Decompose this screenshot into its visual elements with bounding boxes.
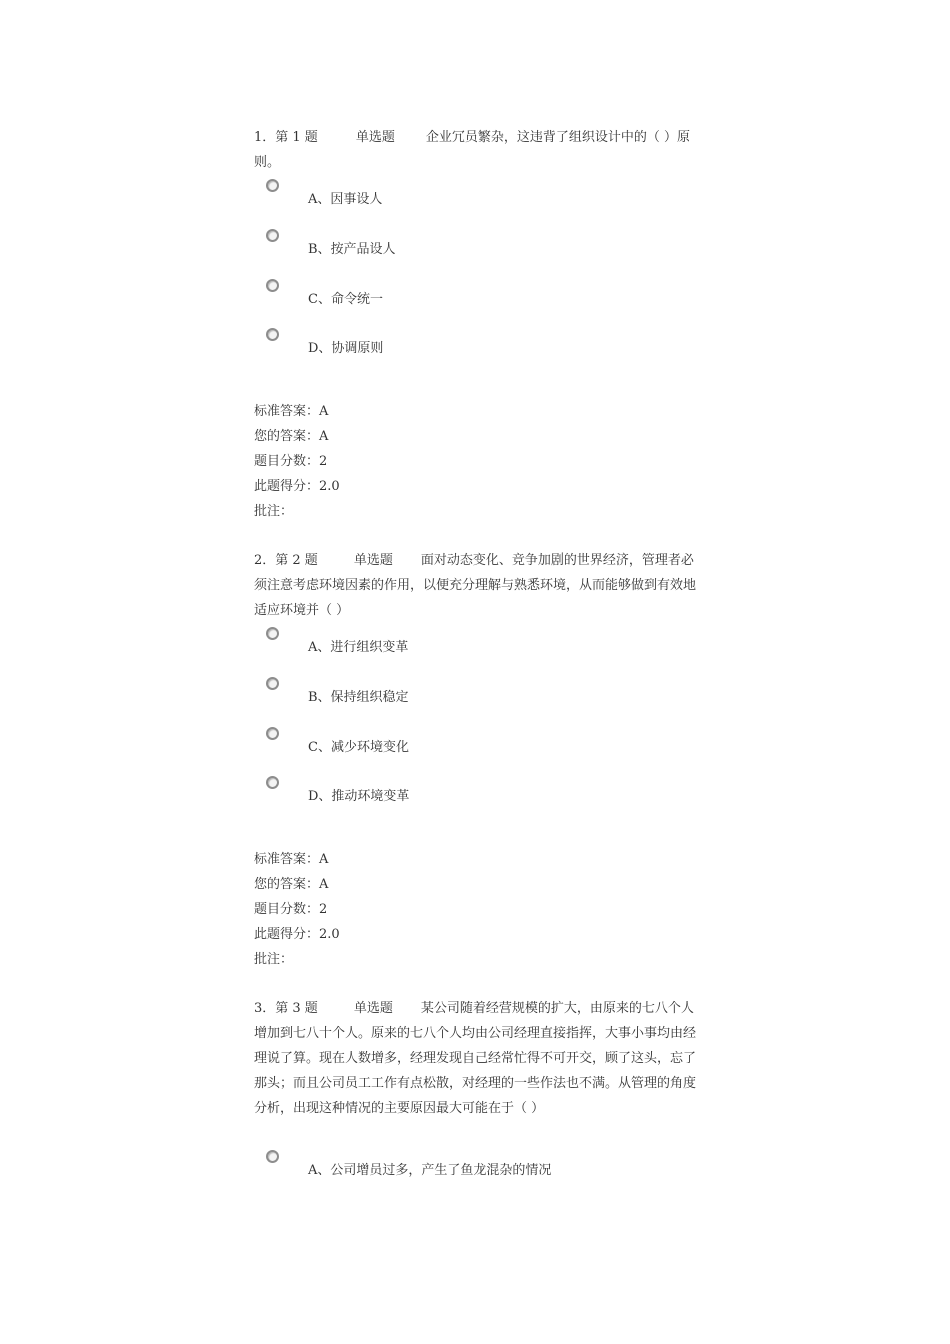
radio-q2-b[interactable] — [266, 677, 279, 690]
radio-q3-a[interactable] — [266, 1150, 279, 1163]
earned-score: 此题得分：2.0 — [254, 927, 340, 942]
question-2-result — [254, 847, 340, 972]
radio-q2-a[interactable] — [266, 627, 279, 640]
question-type: 单选题 — [353, 1001, 393, 1016]
standard-answer: 标准答案：A — [254, 852, 329, 867]
radio-q2-d[interactable] — [266, 776, 279, 789]
question-stem: 面对动态变化、竞争加剧的世界经济，管理者必须注意考虑环境因素的作用，以便充分理解与熟悉环境，从而能够做到有效地适应环境并（ ） — [254, 553, 697, 618]
question-type: 单选题 — [355, 130, 395, 145]
comment: 批注： — [254, 504, 294, 519]
radio-q1-a[interactable] — [266, 179, 279, 192]
option-q1-a[interactable]: A、因事设人 — [308, 192, 383, 207]
radio-q1-c[interactable] — [266, 279, 279, 292]
option-q1-c[interactable]: C、命令统一 — [308, 292, 383, 307]
option-q2-b[interactable]: B、保持组织稳定 — [308, 690, 409, 705]
question-1-text — [254, 125, 704, 175]
your-answer: 您的答案：A — [254, 877, 329, 892]
question-score: 题目分数：2 — [254, 902, 328, 917]
comment: 批注： — [254, 952, 294, 967]
question-number: 1．第 1 题 — [254, 130, 318, 145]
your-answer: 您的答案：A — [254, 429, 329, 444]
option-q1-d[interactable]: D、协调原则 — [308, 341, 384, 356]
question-number: 3．第 3 题 — [254, 1001, 318, 1016]
question-2-text — [254, 548, 704, 623]
option-q3-a[interactable]: A、公司增员过多，产生了鱼龙混杂的情况 — [308, 1163, 552, 1178]
standard-answer: 标准答案：A — [254, 404, 329, 419]
option-q1-b[interactable]: B、按产品设人 — [308, 242, 396, 257]
radio-q2-c[interactable] — [266, 727, 279, 740]
question-score: 题目分数：2 — [254, 454, 328, 469]
radio-q1-b[interactable] — [266, 229, 279, 242]
question-type: 单选题 — [353, 553, 393, 568]
option-q2-d[interactable]: D、推动环境变革 — [308, 789, 410, 804]
question-number: 2．第 2 题 — [254, 553, 318, 568]
option-q2-c[interactable]: C、减少环境变化 — [308, 740, 409, 755]
option-q2-a[interactable]: A、进行组织变革 — [308, 640, 409, 655]
earned-score: 此题得分：2.0 — [254, 479, 340, 494]
radio-q1-d[interactable] — [266, 328, 279, 341]
question-stem: 某公司随着经营规模的扩大，由原来的七八个人增加到七八十个人。原来的七八个人均由公司经理直接指挥，大事小事均由经理说了算。现在人数增多，经理发现自己经常忙得不可开交，顾了这头，忘了那头；而且公司员工工作有点松散，对经理的一些作法也不满。从管理的角度分析，出现这种情况的主要原因最大可能在于（ ） — [254, 1001, 697, 1116]
question-1-result — [254, 399, 340, 524]
question-3-text — [254, 996, 704, 1121]
question-stem: 企业冗员繁杂，这违背了组织设计中的（ ）原则。 — [254, 130, 690, 170]
